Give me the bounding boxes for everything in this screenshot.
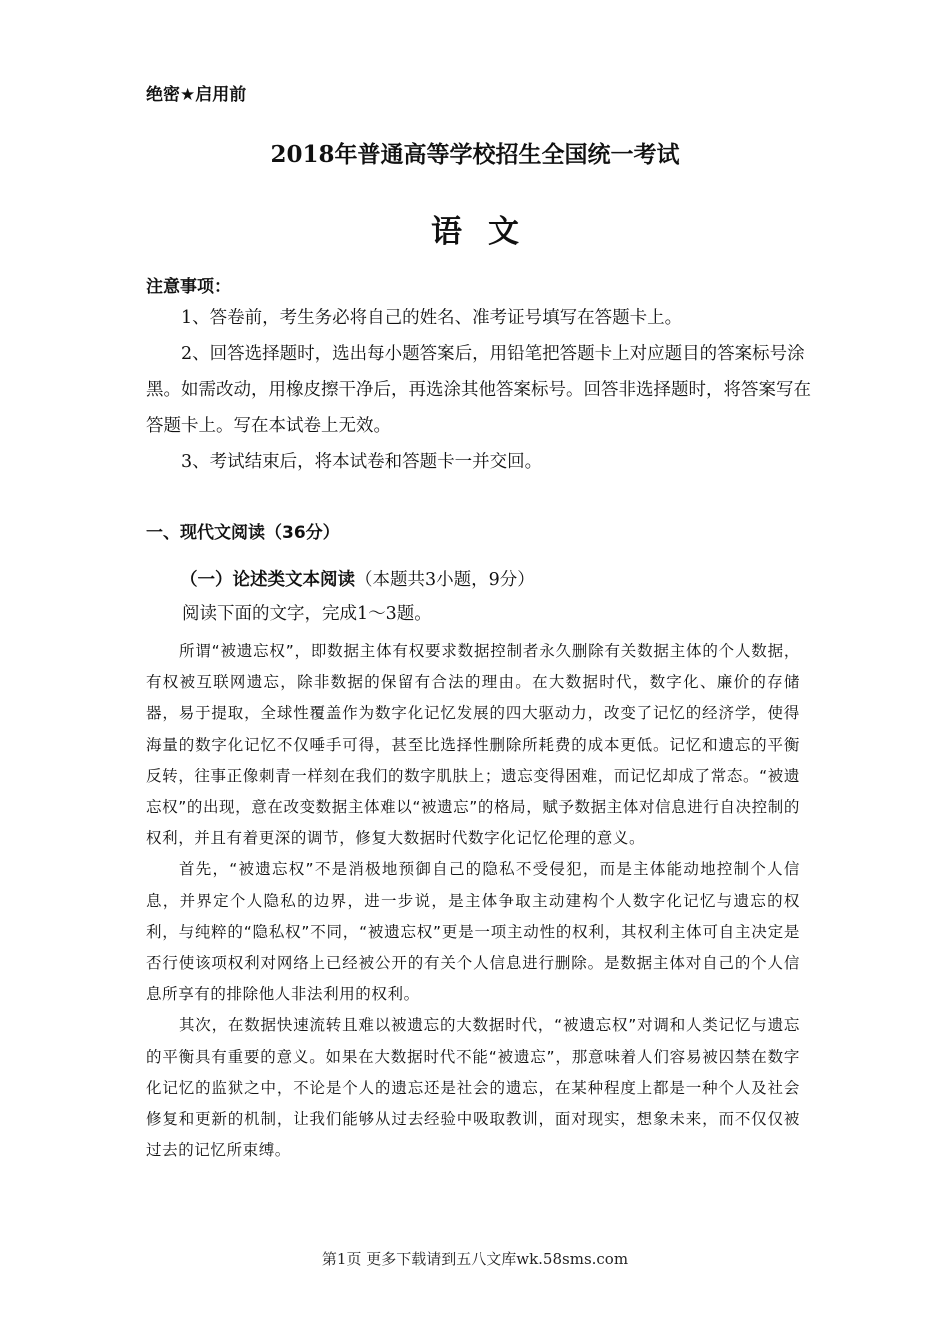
notice-list xyxy=(146,300,811,480)
subsection-title: （一）论述类文本阅读 xyxy=(180,570,355,590)
page-footer: 第1页 更多下载请到五八文库wk.58sms.com xyxy=(321,1250,629,1268)
notice-heading: 注意事项： xyxy=(146,277,231,297)
reading-instruction: 阅读下面的文字，完成1～3题。 xyxy=(182,604,432,624)
confidential-label: 绝密★启用前 xyxy=(146,85,247,105)
exam-title: 2018年普通高等学校招生全国统一考试 xyxy=(270,141,680,168)
passage-paragraph: 所谓“被遗忘权”，即数据主体有权要求数据控制者永久删除有关数据主体的个人数据，有权被互联网遗忘，除非数据的保留有合法的理由。在大数据时代，数字化、廉价的存储器，易于提取，全球性覆盖作为数字化记忆发展的四大驱动力，改变了记忆的经济学，使得海量的数字化记忆不仅唾手可得，甚至比选择性删除所耗费的成本更低。记忆和遗忘的平衡反转，往事正像刺青一样刻在我们的数字肌肤上；遗忘变得困难，而记忆却成了常态。“被遗忘权”的出现，意在改变数据主体难以“被遗忘”的格局，赋予数据主体对信息进行自决控制的权利，并且有着更深的调节，修复大数据时代数字化记忆伦理的意义。 xyxy=(146,642,800,848)
section-heading: 一、现代文阅读（36分） xyxy=(146,523,340,543)
notice-item: 1、答卷前，考生务必将自己的姓名、准考证号填写在答题卡上。 xyxy=(181,308,683,328)
passage-paragraph: 首先，“被遗忘权”不是消极地预御自己的隐私不受侵犯，而是主体能动地控制个人信息，并界定个人隐私的边界，进一步说，是主体争取主动建构个人数字化记忆与遗忘的权利，与纯粹的“隐私权”不同，“被遗忘权”更是一项主动性的权利，其权利主体可自主决定是否行使该项权利对网络上已经被公开的有关个人信息进行删除。是数据主体对自己的个人信息所享有的排除他人非法利用的权利。 xyxy=(146,860,800,1004)
passage-paragraph: 其次，在数据快速流转且难以被遗忘的大数据时代，“被遗忘权”对调和人类记忆与遗忘的平衡具有重要的意义。如果在大数据时代不能“被遗忘”，那意味着人们容易被囚禁在数字化记忆的监狱之中，不论是个人的遗忘还是社会的遗忘，在某种程度上都是一种个人及社会修复和更新的机制，让我们能够从过去经验中吸取教训，面对现实，想象未来，而不仅仅被过去的记忆所束缚。 xyxy=(146,1016,800,1160)
subsection-note: （本题共3小题，9分） xyxy=(355,570,535,590)
notice-item: 3、考试结束后，将本试卷和答题卡一并交回。 xyxy=(181,452,543,472)
reading-passage xyxy=(146,636,800,1166)
subsection-heading xyxy=(180,566,535,591)
subject-title: 语文 xyxy=(431,214,545,250)
notice-item: 2、回答选择题时，选出每小题答案后，用铅笔把答题卡上对应题目的答案标号涂黑。如需改动，用橡皮擦干净后，再选涂其他答案标号。回答非选择题时，将答案写在答题卡上。写在本试卷上无效。 xyxy=(146,344,811,436)
